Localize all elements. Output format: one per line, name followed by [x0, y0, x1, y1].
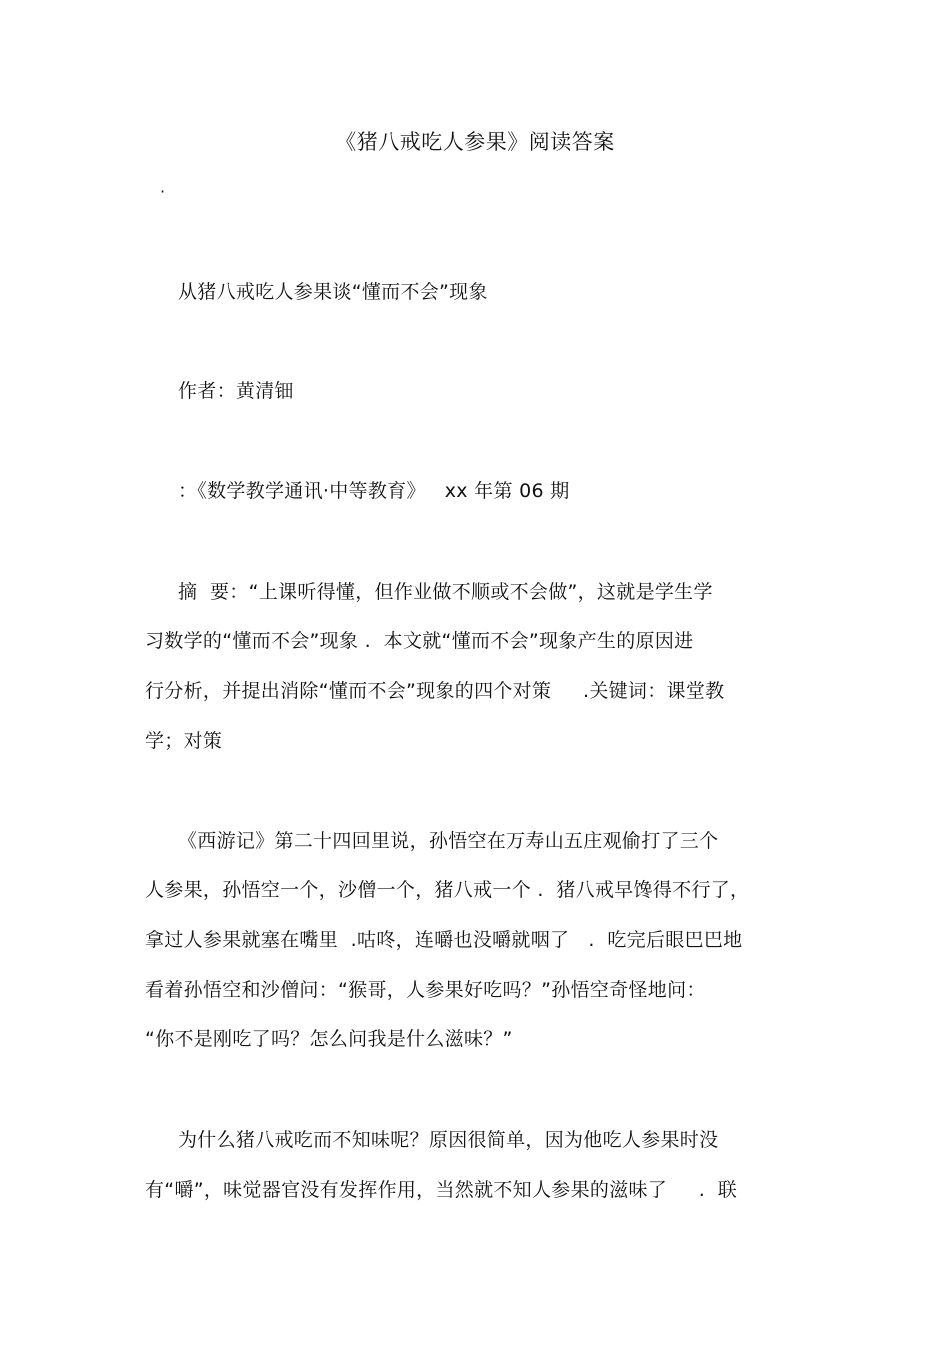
author-line: 作者：黄清钿: [178, 380, 294, 402]
source-line: ：《数学教学通讯·中等教育》 xx 年第 06 期: [178, 480, 570, 502]
paragraph-line: 人参果，孙悟空一个，沙僧一个，猪八戒一个 . 猪八戒早馋得不行了，: [145, 879, 750, 901]
document-title: 《猪八戒吃人参果》阅读答案: [335, 130, 615, 154]
paragraph-line: 拿过人参果就塞在嘴里 .咕咚，连嚼也没嚼就咽了 . 吃完后眼巴巴地: [145, 929, 743, 951]
abstract-line: 学；对策: [145, 730, 223, 752]
paragraph-line: “你不是刚吃了吗？怎么问我是什么滋味？”: [145, 1028, 513, 1050]
abstract-line: 摘 要：“上课听得懂，但作业做不顺或不会做”，这就是学生学: [178, 581, 713, 603]
paragraph-line: 《西游记》第二十四回里说，孙悟空在万寿山五庄观偷打了三个: [178, 830, 719, 852]
dot-mark: ·: [160, 182, 166, 201]
paragraph-line: 为什么猪八戒吃而不知味呢？原因很简单，因为他吃人参果时没: [178, 1129, 719, 1151]
paragraph-line: 有“嚼”，味觉器官没有发挥作用，当然就不知人参果的滋味了 . 联: [145, 1179, 738, 1201]
paragraph-line: 看着孙悟空和沙僧问：“猴哥，人参果好吃吗？”孙悟空奇怪地问：: [145, 979, 706, 1001]
abstract-line: 行分析，并提出消除“懂而不会”现象的四个对策 .关键词：课堂教: [145, 680, 725, 702]
article-subtitle: 从猪八戒吃人参果谈“懂而不会”现象: [178, 281, 488, 303]
abstract-line: 习数学的“懂而不会”现象 . 本文就“懂而不会”现象产生的原因进: [145, 630, 694, 652]
